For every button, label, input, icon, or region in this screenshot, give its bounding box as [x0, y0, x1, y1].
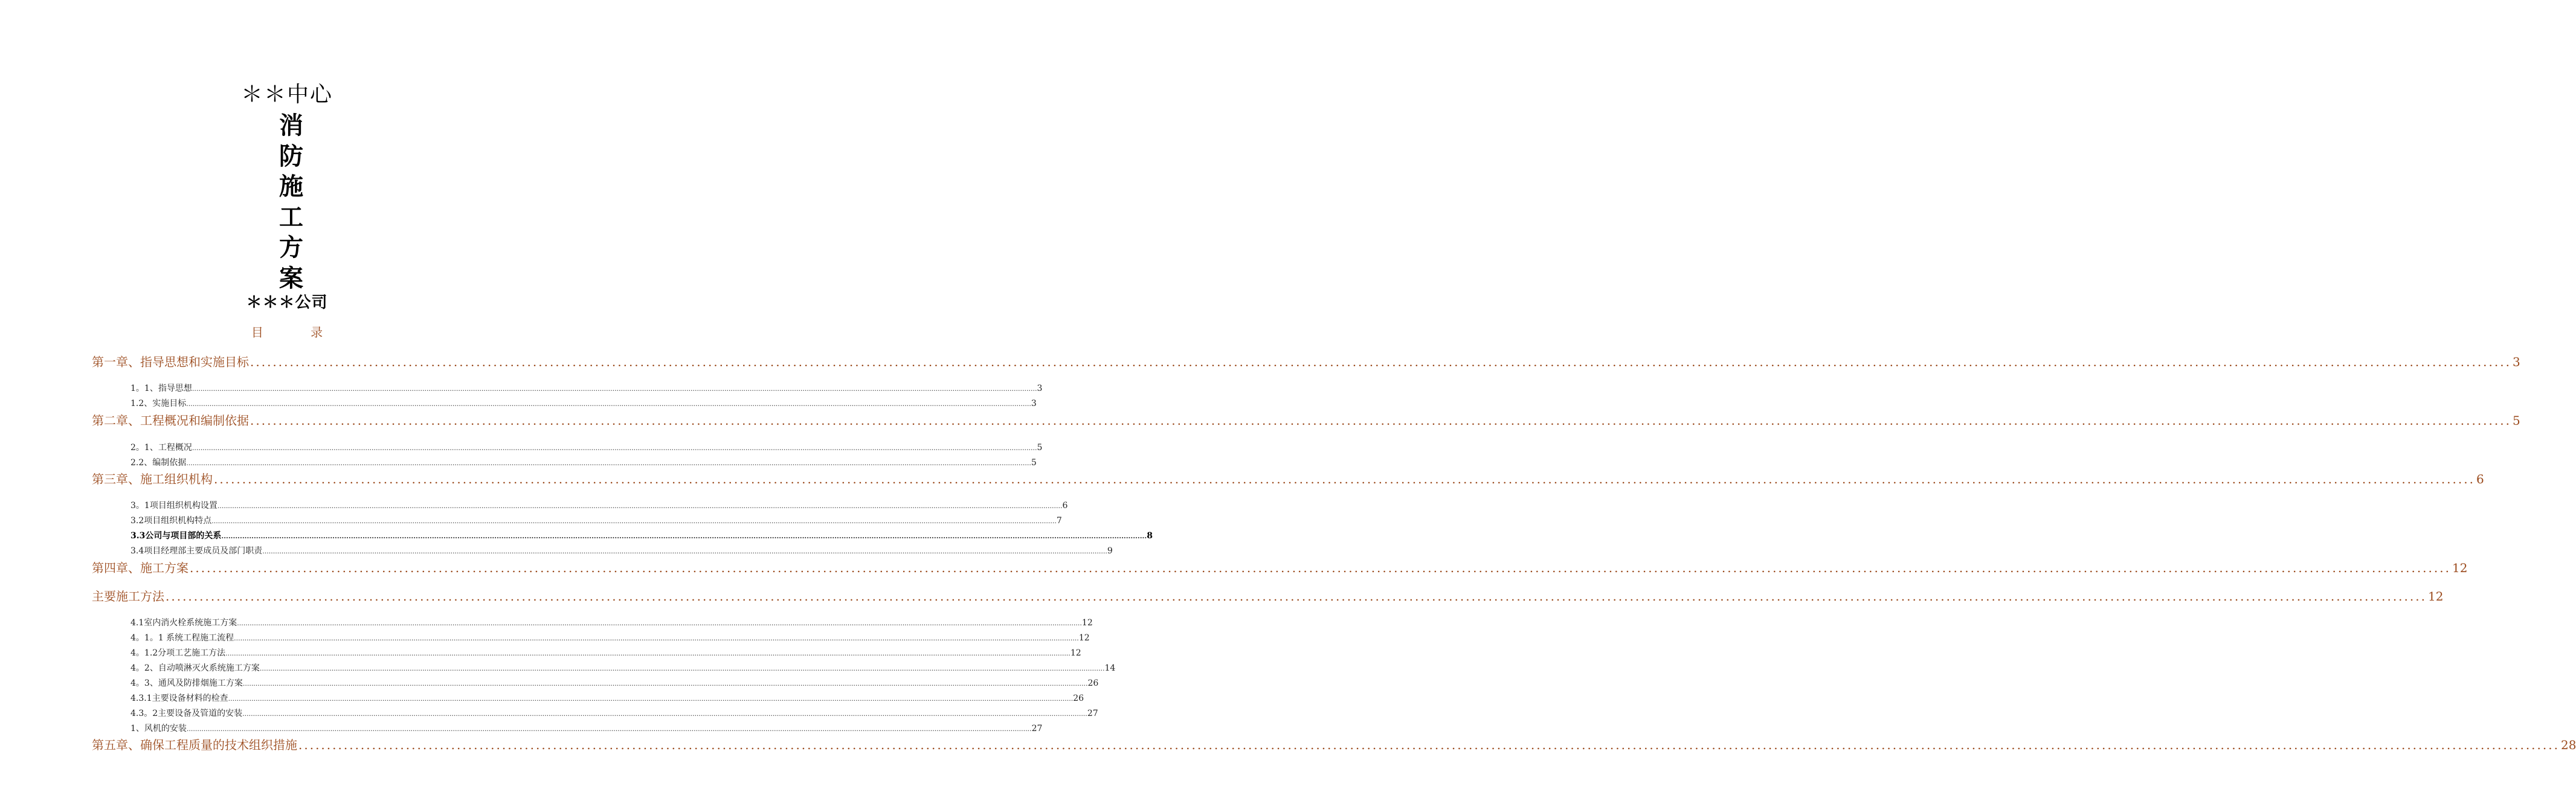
toc-page-number: 6 — [2476, 472, 2484, 486]
toc-page-number: 12 — [1070, 648, 1081, 658]
toc-section-entry[interactable] — [130, 397, 1037, 409]
toc-page-number: 12 — [2427, 589, 2444, 604]
toc-page-number: 6 — [1062, 501, 1068, 511]
toc-page-number: 5 — [2512, 413, 2520, 428]
toc-entry-label: 第一章、指导思想和实施目标 — [92, 355, 249, 369]
toc-entry-label: 第四章、施工方案 — [92, 561, 188, 575]
toc-page-number: 26 — [1087, 678, 1099, 688]
toc-section-entry[interactable] — [130, 514, 1062, 526]
toc-section-entry[interactable] — [130, 529, 1153, 541]
cover-title-char: 防 — [279, 142, 303, 170]
toc-entry-label: 4。1.2分项工艺施工方法 — [130, 648, 226, 658]
toc-leader-dots: ................................................................................................................................................................................................................................................................................................................................................................................................................ — [221, 532, 1147, 540]
toc-leader-dots: ................................................................................................................................................................................................................................................................................................................................................................................................................ — [225, 649, 1071, 657]
toc-page-number: 3 — [2512, 355, 2520, 369]
toc-leader-dots: ................................................................................................................................................................................................................................................................................................................................................................................................................ — [214, 472, 2475, 486]
toc-page-number: 8 — [1147, 531, 1153, 541]
toc-leader-dots: ................................................................................................................................................................................................................................................................................................................................................................................................................ — [242, 680, 1088, 688]
toc-chapter-entry[interactable] — [92, 352, 2520, 369]
toc-section-entry[interactable] — [130, 646, 1081, 659]
toc-chapter-entry[interactable] — [92, 735, 2576, 752]
toc-leader-dots: ................................................................................................................................................................................................................................................................................................................................................................................................................ — [259, 665, 1105, 672]
toc-entry-label: 第五章、确保工程质量的技术组织措施 — [92, 738, 297, 752]
toc-entry-label: 1、风机的安装 — [130, 724, 187, 733]
cover-title-vertical — [273, 111, 309, 294]
toc-chapter-entry[interactable] — [92, 587, 2444, 604]
toc-page-number: 12 — [2452, 561, 2468, 575]
toc-entry-label: 2.2、编制依据 — [130, 458, 187, 468]
cover-title-line1: ＊＊中心 — [240, 82, 333, 107]
toc-heading-char: 录 — [311, 325, 323, 340]
toc-page-number: 26 — [1073, 694, 1084, 703]
toc-page-number: 3 — [1037, 384, 1043, 393]
toc-entry-label: 4.3.1主要设备材料的检查 — [130, 694, 228, 703]
cover-title-char: 案 — [279, 264, 303, 292]
toc-page-number: 12 — [1078, 633, 1090, 643]
toc-section-entry[interactable] — [130, 662, 1116, 674]
toc-entry-label: 主要施工方法 — [92, 589, 164, 604]
toc-leader-dots: ................................................................................................................................................................................................................................................................................................................................................................................................................ — [192, 444, 1037, 452]
toc-section-entry[interactable] — [130, 499, 1068, 511]
toc-page-number: 7 — [1056, 516, 1062, 526]
cover-title-char: 消 — [279, 112, 303, 140]
toc-page-number: 3 — [1031, 399, 1037, 408]
toc-leader-dots: ................................................................................................................................................................................................................................................................................................................................................................................................................ — [192, 385, 1037, 393]
toc-leader-dots: ................................................................................................................................................................................................................................................................................................................................................................................................................ — [211, 517, 1057, 525]
toc-section-entry[interactable] — [130, 707, 1098, 719]
company-name: ＊＊＊公司 — [246, 294, 328, 312]
toc-entry-label: 第二章、工程概况和编制依据 — [92, 413, 249, 428]
toc-section-entry[interactable] — [130, 544, 1113, 556]
toc-chapter-entry[interactable] — [92, 411, 2520, 428]
toc-entry-label: 4。3、通风及防排烟施工方案 — [130, 678, 243, 688]
cover-title-char: 工 — [279, 203, 303, 231]
toc-leader-dots: ................................................................................................................................................................................................................................................................................................................................................................................................................ — [237, 619, 1082, 627]
toc-leader-dots: ................................................................................................................................................................................................................................................................................................................................................................................................................ — [186, 400, 1031, 408]
toc-entry-label: 1。1、指导思想 — [130, 384, 192, 393]
toc-entry-label: 3.2项目组织机构特点 — [130, 516, 212, 526]
toc-section-entry[interactable] — [130, 692, 1084, 704]
toc-leader-dots: ................................................................................................................................................................................................................................................................................................................................................................................................................ — [186, 725, 1032, 733]
toc-leader-dots: ................................................................................................................................................................................................................................................................................................................................................................................................................ — [262, 547, 1107, 555]
toc-entry-label: 4.1室内消火栓系统施工方案 — [130, 618, 237, 628]
toc-page-number: 14 — [1104, 663, 1116, 673]
toc-entry-label: 4。2、自动喷淋灭火系统施工方案 — [130, 663, 260, 673]
toc-page-number: 27 — [1031, 724, 1043, 733]
toc-leader-dots: ................................................................................................................................................................................................................................................................................................................................................................................................................ — [250, 355, 2511, 369]
toc-page-number: 28 — [2560, 738, 2576, 752]
toc-heading — [0, 323, 574, 340]
toc-entry-label: 4。1。1 系统工程施工流程 — [130, 633, 234, 643]
toc-chapter-entry[interactable] — [92, 469, 2484, 486]
toc-entry-label: 3.3公司与项目部的关系 — [130, 531, 222, 541]
toc-leader-dots: ................................................................................................................................................................................................................................................................................................................................................................................................................ — [166, 589, 2427, 604]
toc-entry-label: 3.4项目经理部主要成员及部门职责 — [130, 546, 263, 556]
toc-entry-label: 2。1、工程概况 — [130, 443, 192, 453]
toc-leader-dots: ................................................................................................................................................................................................................................................................................................................................................................................................................ — [228, 695, 1074, 703]
toc-section-entry[interactable] — [130, 456, 1037, 468]
toc-entry-label: 3。1项目组织机构设置 — [130, 501, 217, 511]
toc-page-number: 27 — [1087, 709, 1098, 718]
toc-section-entry[interactable] — [130, 631, 1090, 643]
toc-leader-dots: ................................................................................................................................................................................................................................................................................................................................................................................................................ — [298, 738, 2560, 752]
toc-leader-dots: ................................................................................................................................................................................................................................................................................................................................................................................................................ — [186, 459, 1031, 467]
toc-leader-dots: ................................................................................................................................................................................................................................................................................................................................................................................................................ — [242, 710, 1087, 718]
toc-section-entry[interactable] — [130, 382, 1043, 394]
toc-leader-dots: ................................................................................................................................................................................................................................................................................................................................................................................................................ — [234, 634, 1079, 642]
toc-page-number: 12 — [1081, 618, 1093, 628]
toc-section-entry[interactable] — [130, 677, 1099, 689]
toc-page-number: 5 — [1037, 443, 1043, 453]
toc-leader-dots: ................................................................................................................................................................................................................................................................................................................................................................................................................ — [250, 413, 2511, 428]
toc-entry-label: 1.2、实施目标 — [130, 399, 187, 408]
toc-entry-label: 4.3。2主要设备及管道的安装 — [130, 709, 243, 718]
toc-chapter-entry[interactable] — [92, 558, 2468, 575]
toc-entry-label: 第三章、施工组织机构 — [92, 472, 213, 486]
toc-section-entry[interactable] — [130, 616, 1093, 628]
toc-leader-dots: ................................................................................................................................................................................................................................................................................................................................................................................................................ — [190, 561, 2451, 575]
cover-title-char: 方 — [279, 234, 303, 262]
toc-leader-dots: ................................................................................................................................................................................................................................................................................................................................................................................................................ — [217, 502, 1063, 510]
toc-heading-char: 目 — [251, 325, 263, 340]
toc-section-entry[interactable] — [130, 441, 1043, 453]
toc-page-number: 9 — [1107, 546, 1113, 556]
toc-section-entry[interactable] — [130, 722, 1043, 734]
cover-title-char: 施 — [279, 173, 303, 201]
toc-page-number: 5 — [1031, 458, 1037, 468]
